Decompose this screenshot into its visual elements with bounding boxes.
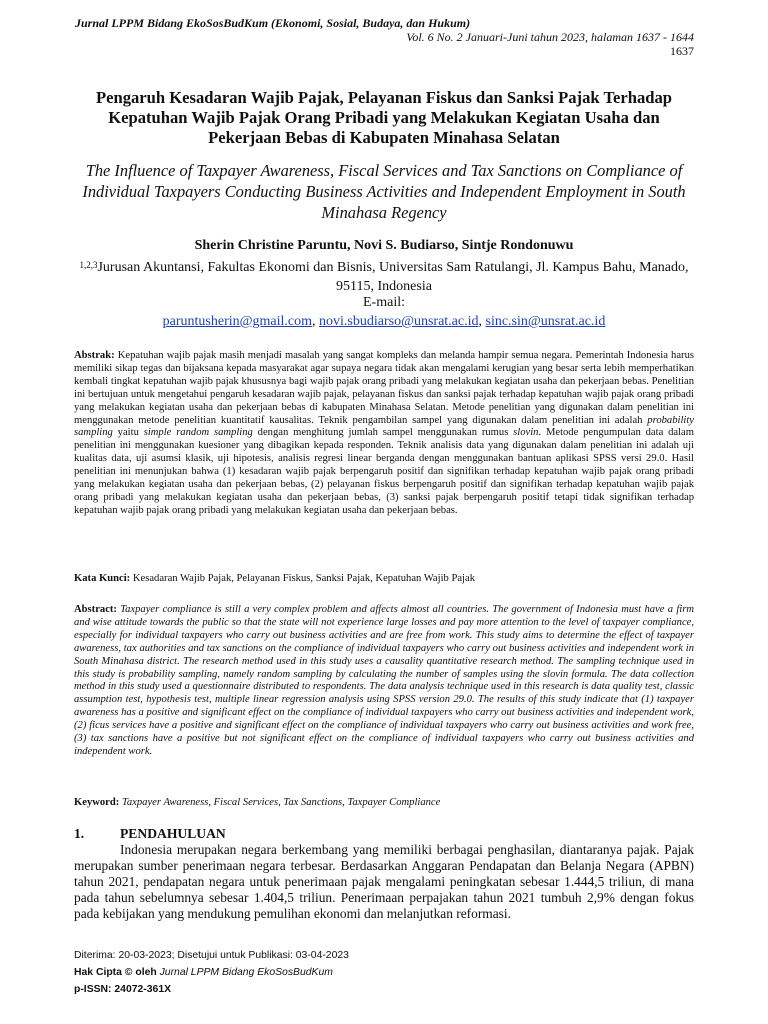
abstract-id-text: dengan menghitung jumlah sampel menggunakan rumus — [252, 427, 514, 439]
paper-title-indonesian: Pengaruh Kesadaran Wajib Pajak, Pelayanan Fiskus dan Sanksi Pajak Terhadap Kepatuhan Wajib Pajak Orang Pribadi yang Melakukan Kegiatan Usaha dan Pekerjaan Bebas di Kabupaten Minahasa Selatan — [95, 88, 673, 147]
volume-info: Vol. 6 No. 2 Januari-Juni tahun 2023, halaman 1637 - 1644 — [406, 30, 694, 44]
email-link-rondonuwu[interactable]: sinc.sin@unsrat.ac.id — [485, 314, 606, 329]
abstract-id-text: Kepatuhan wajib pajak masih menjadi masalah yang sangat kompleks dan melanda hampir semua negara. Pemerintah Indonesia harus memiliki sikap tegas dan bijaksana kepada masyarakat agar supaya negara tidak akan mengalami kerugian yang besar serta lebih memperhatikan kembali tingkat kepatuhan wajib pajak khususnya bagi wajib pajak orang pribadi yang melakukan kegiatan usaha dan pekerjaan bebas. Penelitian ini bertujuan untuk mengetahui pengaruh kesadaran wajib pajak, pelayanan fiskus dan sanksi pajak terhadap kepatuhan wajib pajak orang pribadi yang melakukan kegiatan usaha dan pekerjaan bebas di kabupaten Minahasa Selatan. Metode penelitian yang digunakan dalam penelitian ini menggunakan metode penelitian kuantitatif kausalitas. Teknik pengambilan sampel yang digunakan dalam penelitian ini adalah — [74, 350, 694, 426]
abstract-en-label: Abstract: — [74, 604, 117, 615]
copyright-journal: Jurnal LPPM Bidang EkoSosBudKum — [159, 967, 333, 978]
affiliation-superscript: 1,2,3 — [79, 260, 98, 270]
abstract-id-term: simple random sampling — [143, 427, 253, 439]
abstract-id-term: probability sampling — [74, 414, 694, 439]
author-names: Sherin Christine Paruntu, Novi S. Budiarso, Sintje Rondonuwu — [194, 238, 574, 253]
abstract-id-text: . Metode pengumpulan data dalam penelitian ini menggunakan kuesioner yang dibagikan kepada responden. Teknik analisis data yang digunakan dalam penelitian ini adalah uji kualitas data, uji asumsi klasik, uji hipotesis, analisis regresi linear berganda dengan menggunakan bantuan aplikasi SPSS versi 29.0. Hasil penelitian ini menunjukan bahwa (1) kesadaran wajib pajak berpengaruh positif dan signifikan terhadap kepatuhan wajib pajak orang pribadi yang melakukan kegiatan usaha dan pekerjaan bebas, (2) pelayanan fiskus berpengaruh positif dan signifikan terhadap kepatuhan wajib pajak orang pribadi yang melakukan kegiatan usaha dan pekerjaan bebas, (3) sanksi pajak berpengaruh positif tetapi tidak signifikan terhadap kepatuhan wajib pajak orang pribadi yang melakukan kegiatan usaha dan pekerjaan bebas. — [74, 427, 694, 516]
abstract-en-text: Taxpayer compliance is still a very complex problem and affects almost all countries. The government of Indonesia must have a firm and wise attitude towards the public so that the state will not experience large losses and pay more attention to the level of taxpayer compliance, especially for individual taxpayers who carry out business activities and are free from work. This study aims to determine the effect of taxpayer awareness, tax authorities and tax sanctions on the compliance of individual taxpayers who carry out business activities and independent work in South Minahasa district. The research method used in this study uses a causality quantitative research method. The sampling technique used in this study is probability sampling, namely random sampling by calculating the number of samples using the slovin formula. The data collection method in this study used a questionnaire distributed to respondents. The data analysis technique used in this research is data quality test, classic assumption test, hypothesis test, multiple linear regression analysis using SPSS version 29.0. The results of this study indicate that (1) taxpayer awareness has a positive and significant effect on the compliance of individual taxpayers who carry out business activities and independent work, (2) ficus services have a positive and significant effect on the compliance of individual taxpayers who carry out business activities and work free, (3) tax sanctions have a positive but not significant effect on the compliance of individual taxpayers who carry out business activities and independent work. — [74, 604, 694, 757]
footer-copyright — [74, 967, 333, 978]
page-number: 1637 — [670, 44, 694, 58]
journal-name: Jurnal LPPM Bidang EkoSosBudKum (Ekonomi, Sosial, Budaya, dan Hukum) — [75, 16, 471, 30]
section-number: 1. — [74, 826, 85, 841]
email-list — [70, 314, 698, 330]
footer-issn: p-ISSN: 24072-361X — [74, 984, 172, 995]
email-separator: , — [478, 314, 486, 329]
email-link-paruntu[interactable]: paruntusherin@gmail.com — [162, 314, 313, 329]
keywords-en-text: Taxpayer Awareness, Fiscal Services, Tax Sanctions, Taxpayer Compliance — [119, 797, 441, 808]
intro-paragraph: Indonesia merupakan negara berkembang yang memiliki berbagai penghasilan, diantaranya pajak. Pajak merupakan sumber penerimaan negara terbesar. Berdasarkan Anggaran Pendapatan dan Belanja Negara (APBN) tahun 2021, pendapatan negara untuk penerimaan pajak mengalami peningkatan sebesar 1.444,5 triliun, di mana pada tahun sebelumnya sebesar 1.404,5 triliun. Penerimaan perpajakan tahun 2021 tumbuh 2,9% dengan fokus pada kebijakan yang mendukung pemulihan ekonomi dan melanjutkan reformasi. — [74, 842, 694, 922]
abstract-id-term: slovin — [513, 427, 539, 439]
affiliation-text: Jurusan Akuntansi, Fakultas Ekonomi dan Bisnis, Universitas Sam Ratulangi, Jl. Kampus Bahu, Manado, 95115, Indonesia — [97, 260, 689, 294]
email-link-budiarso[interactable]: novi.sbudiarso@unsrat.ac.id — [319, 314, 479, 329]
abstract-english — [74, 604, 694, 759]
keywords-id-text: Kesadaran Wajib Pajak, Pelayanan Fiskus, Sanksi Pajak, Kepatuhan Wajib Pajak — [130, 573, 475, 584]
keywords-en-label: Keyword: — [74, 797, 120, 808]
copyright-prefix: Hak Cipta © oleh — [74, 967, 160, 978]
keywords-indonesian — [74, 573, 694, 584]
keywords-id-label: Kata Kunci: — [74, 573, 131, 584]
keywords-english — [74, 797, 694, 808]
section-title: PENDAHULUAN — [120, 826, 226, 841]
author-affiliation — [70, 258, 698, 296]
email-label: E-mail: — [363, 295, 405, 310]
email-separator: , — [312, 314, 320, 329]
footer-dates: Diterima: 20-03-2023; Disetujui untuk Publikasi: 03-04-2023 — [74, 950, 349, 961]
abstract-id-label: Abstrak: — [74, 350, 115, 361]
abstract-indonesian — [74, 350, 694, 518]
paper-title-english: The Influence of Taxpayer Awareness, Fiscal Services and Tax Sanctions on Compliance of Individual Taxpayers Conducting Business Activities and Independent Employment in South Minahasa Regency — [82, 161, 686, 222]
section-heading — [74, 826, 226, 842]
abstract-id-text: yaitu — [112, 427, 144, 439]
